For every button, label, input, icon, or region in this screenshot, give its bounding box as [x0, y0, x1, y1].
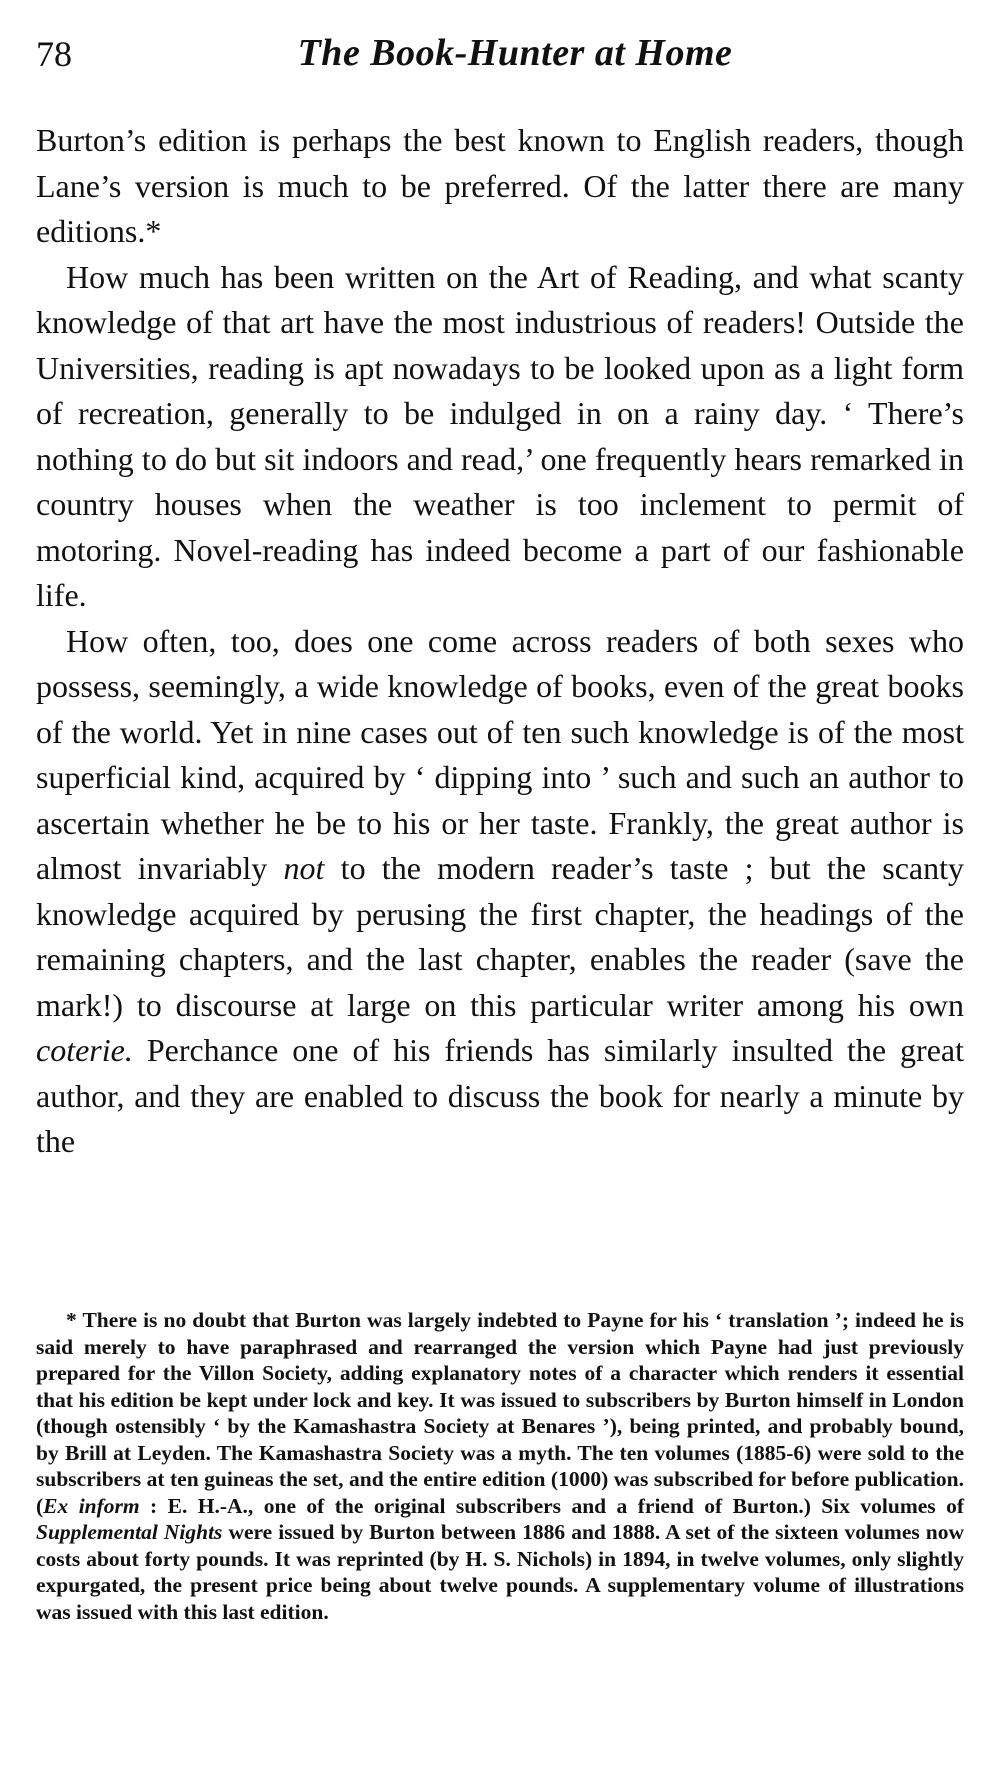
paragraph-1-text: Burton’s edition is perhaps the best known to English readers, though Lane’s version is much to be preferred. Of the latter there are many editions.* — [36, 122, 964, 249]
paragraph-2 — [36, 255, 964, 619]
main-text — [36, 118, 964, 1165]
running-head: The Book-Hunter at Home — [297, 32, 733, 74]
paragraph-1 — [36, 118, 964, 255]
page-number: 78 — [36, 34, 72, 74]
footnote-text-b: : E. H.-A., one of the original subscribers and a friend of Burton.) Six volumes of — [139, 1493, 964, 1518]
footnote-text-c: were issued by Burton between 1886 and 1888. A set of the sixteen volumes now costs about forty pounds. It was reprinted (by H. S. Nichols) in 1894, in twelve volumes, only slightly expurgated, the present price being about twelve pounds. A supplementary volume of illustrations was issued with this last edition. — [36, 1520, 965, 1624]
footnote-paragraph — [36, 1307, 964, 1625]
footnote-text-a: * There is no doubt that Burton was largely indebted to Payne for his ‘ translation ’; indeed he is said merely to have paraphrased and rearranged the version which Payne had just previously prepared for the Villon Society, adding explanatory notes of a character which renders it essential that his edition be kept under lock and key. It was issued to subscribers by Burton himself in London (though ostensibly ‘ by the Kamashastra Society at Benares ’), being printed, and probably bound, by Brill at Leyden. The Kamashastra Society was a myth. The ten volumes (1885-6) were sold to the subscribers at ten guineas the set, and the entire edition (1000) was subscribed for before publication. ( — [36, 1308, 964, 1518]
italic-supplemental-nights: Supplemental Nights — [36, 1520, 223, 1544]
paragraph-3-text-b: to the modern reader’s taste ; but the scanty knowledge acquired by perusing the first chapter, the headings of the remaining chapters, and the last chapter, enables the reader (save the mark!) to discourse at large on this particular writer among his own — [36, 850, 965, 1023]
page-header — [36, 28, 964, 78]
italic-coterie: coterie. — [36, 1032, 133, 1068]
paragraph-3 — [36, 619, 964, 1165]
paragraph-2-text: How much has been written on the Art of Reading, and what scanty knowledge of that art have the most industrious of readers! Outside the Universities, reading is apt nowadays to be looked upon as a light form of recreation, generally to be indulged in on a rainy day. ‘ There’s nothing to do but sit indoors and read,’ one frequently hears remarked in country houses when the weather is too inclement to permit of motoring. Novel-reading has indeed become a part of our fashionable life. — [36, 258, 964, 613]
paragraph-3-text-a: How often, too, does one come across readers of both sexes who possess, seemingly, a wide knowledge of books, even of the great books of the world. Yet in nine cases out of ten such knowledge is of the most superficial kind, acquired by ‘ dipping into ’ such and such an author to ascertain whether he be to his or her taste. Frankly, the great author is almost invariably — [36, 622, 964, 886]
footnote — [36, 1307, 964, 1625]
italic-ex-inform: Ex inform — [43, 1493, 140, 1518]
italic-not: not — [283, 850, 325, 886]
paragraph-3-text-c: Perchance one of his friends has similarly insulted the great author, and they are enabled to discuss the book for nearly a minute by the — [36, 1032, 964, 1159]
